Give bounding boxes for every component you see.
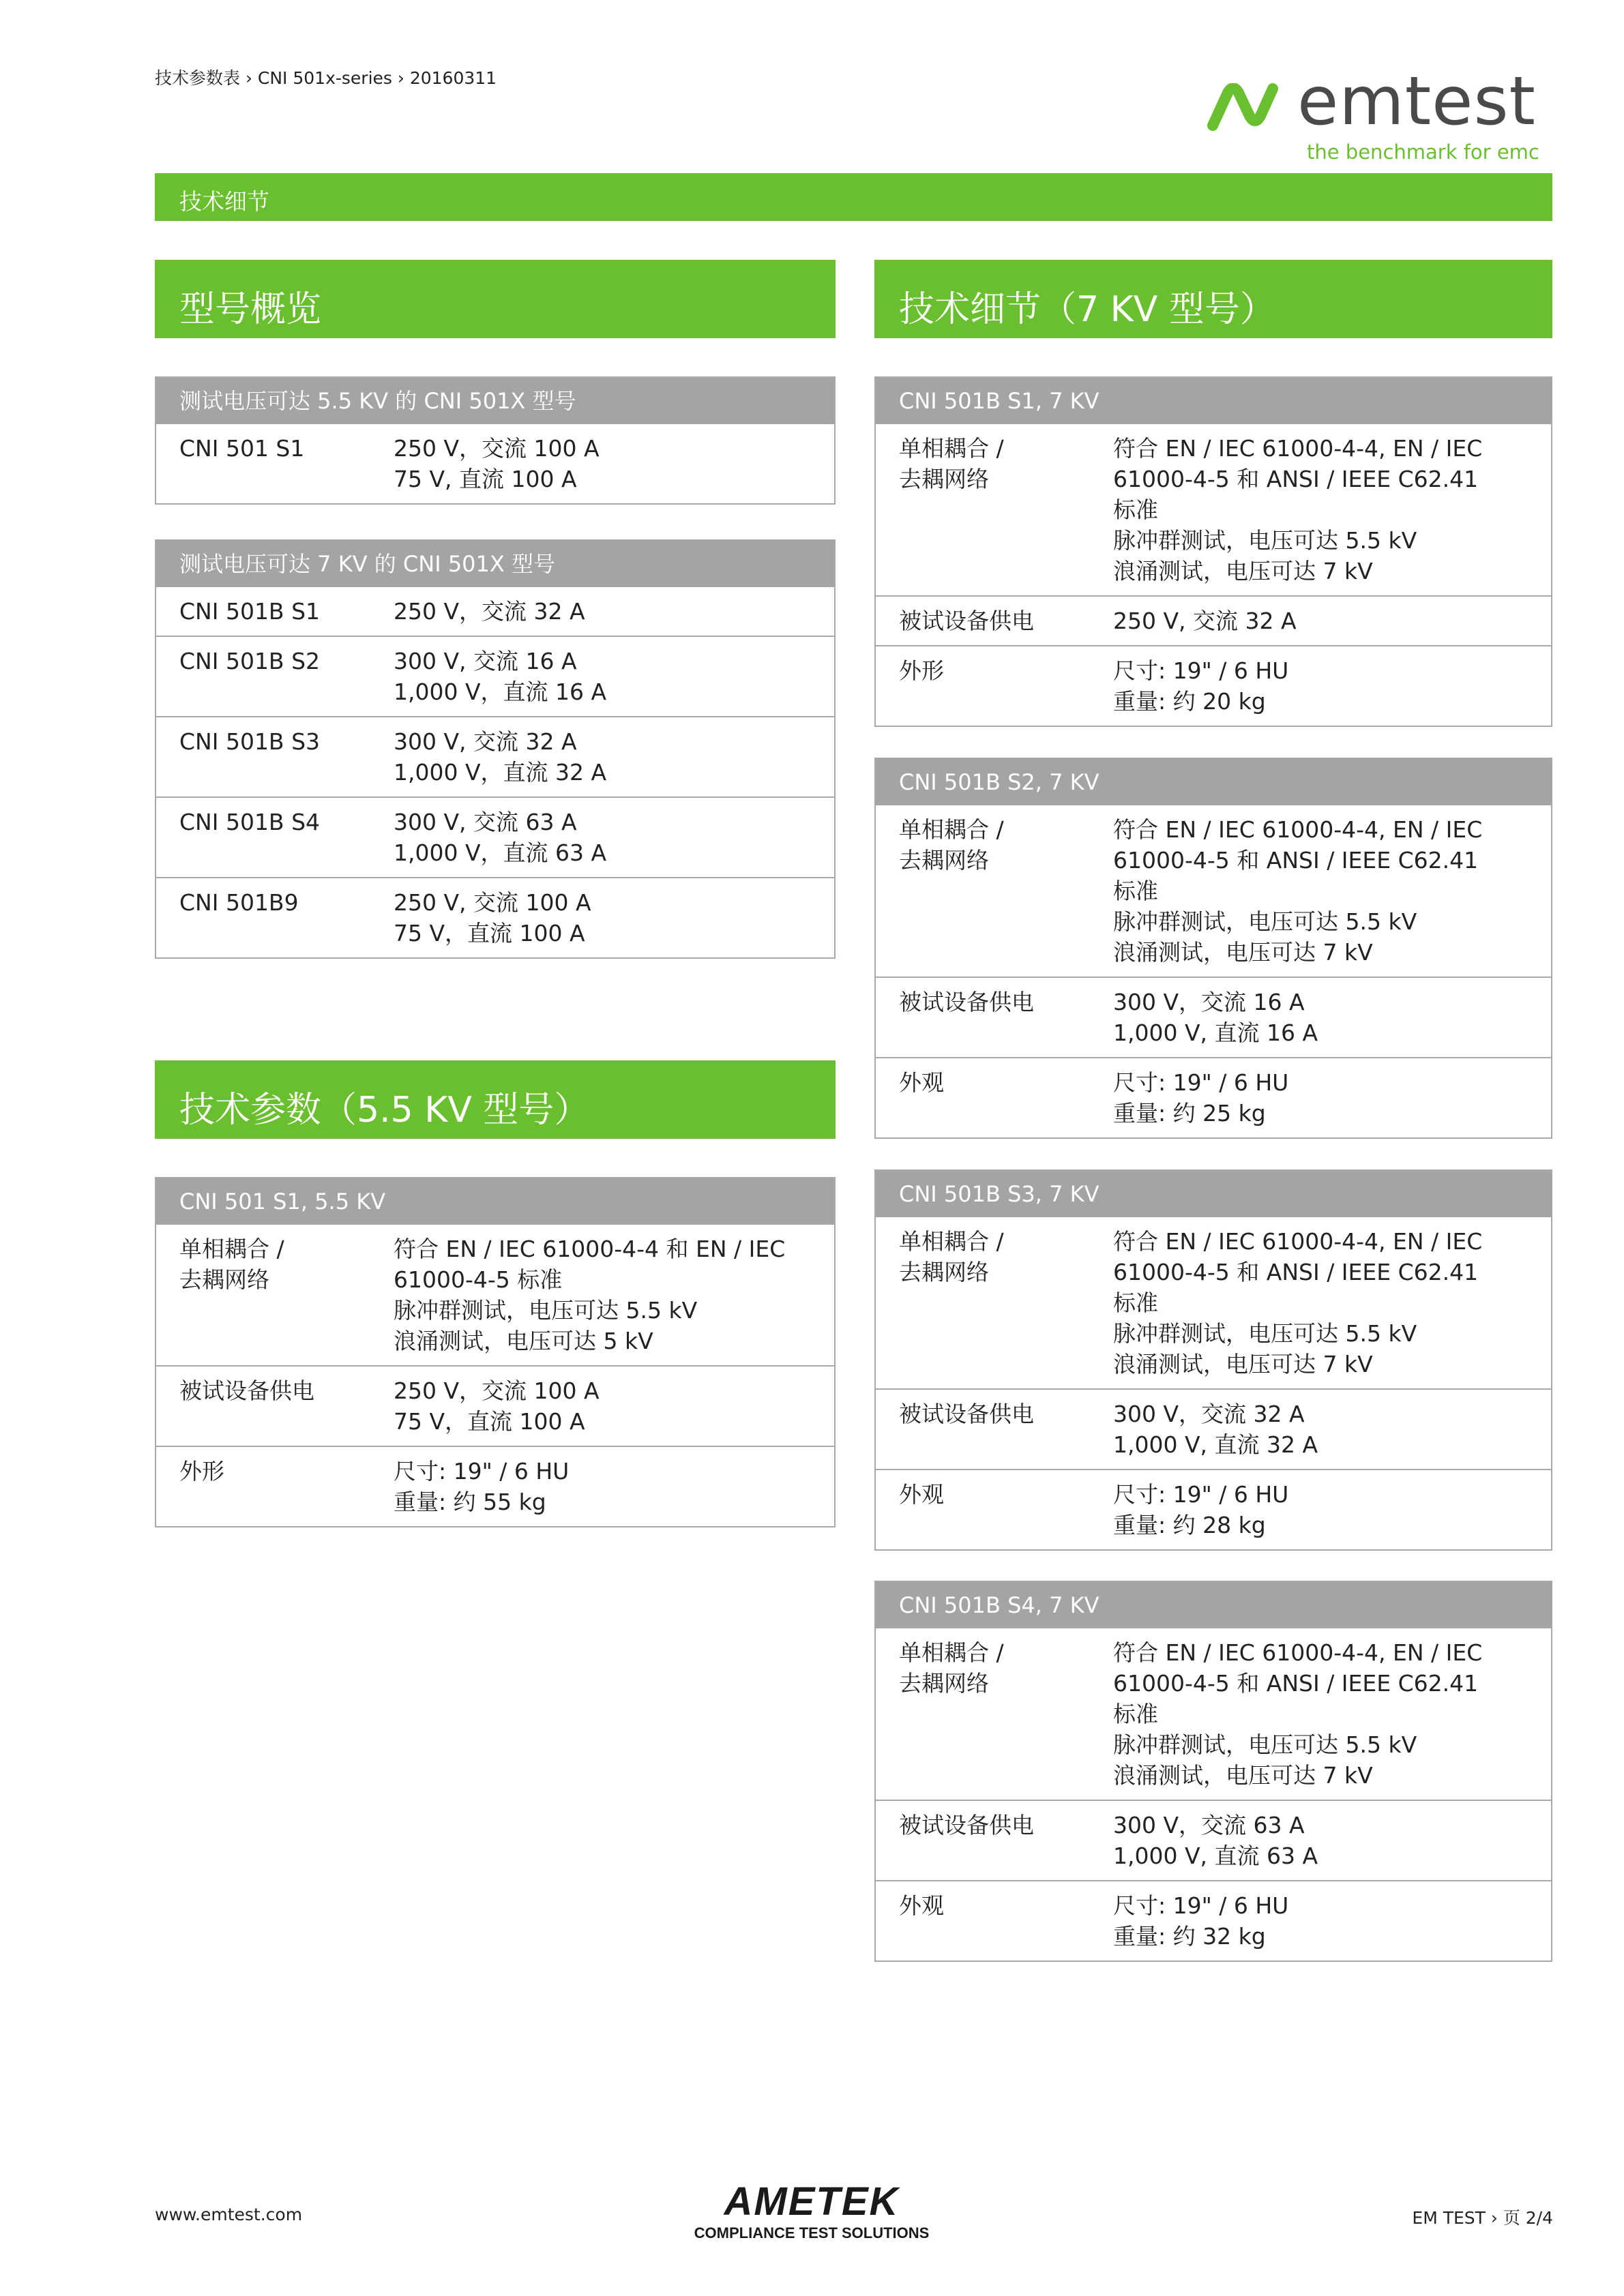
table-row xyxy=(156,1365,834,1446)
row-value xyxy=(394,646,834,707)
row-value-line: 脉冲群测试，电压可达 5.5 kV xyxy=(1113,527,1417,554)
row-label xyxy=(156,1456,394,1517)
spec-table-cni-501b-s4 xyxy=(874,1581,1552,1962)
row-value xyxy=(1113,814,1551,968)
row-label xyxy=(876,1637,1113,1791)
row-value-line: 符合 EN / IEC 61000-4-4 和 EN / IEC xyxy=(394,1236,786,1262)
table-header: CNI 501B S4, 7 KV xyxy=(876,1582,1551,1628)
table-row xyxy=(876,976,1551,1057)
row-value-line: 61000-4-5 和 ANSI / IEEE C62.41 xyxy=(1113,1259,1479,1285)
row-value-line: 脉冲群测试，电压可达 5.5 kV xyxy=(1113,1731,1417,1758)
row-value xyxy=(1113,1399,1551,1460)
row-value xyxy=(1113,1637,1551,1791)
table-row xyxy=(156,877,834,957)
row-label-line: 外观 xyxy=(899,1069,944,1096)
row-value-line: 重量: 约 20 kg xyxy=(1113,688,1266,715)
row-label xyxy=(156,646,394,707)
row-label-line: 单相耦合 / xyxy=(899,435,1004,462)
row-label xyxy=(876,606,1113,636)
row-value xyxy=(394,726,834,788)
table-row xyxy=(156,424,834,503)
ametek-logo xyxy=(682,2179,941,2241)
row-value-line: 1,000 V, 直流 16 A xyxy=(1113,1019,1318,1046)
spec-table-cni-501b-s1 xyxy=(874,376,1552,727)
row-value xyxy=(394,1456,834,1517)
row-label-line: CNI 501B9 xyxy=(179,889,299,916)
row-label xyxy=(156,887,394,949)
row-value xyxy=(1113,1067,1551,1129)
row-value-line: 61000-4-5 和 ANSI / IEEE C62.41 xyxy=(1113,466,1479,492)
row-value xyxy=(394,887,834,949)
row-value xyxy=(394,807,834,868)
row-label xyxy=(876,1810,1113,1871)
row-label-line: 被试设备供电 xyxy=(899,608,1034,634)
row-value-line: 符合 EN / IEC 61000-4-4, EN / IEC xyxy=(1113,1639,1483,1666)
row-value xyxy=(1113,655,1551,717)
table-header: CNI 501B S1, 7 KV xyxy=(876,378,1551,424)
row-value-line: 75 V, 直流 100 A xyxy=(394,466,577,492)
overview-table-5-5kv xyxy=(155,376,836,505)
table-row xyxy=(876,645,1551,726)
row-value-line: 250 V，交流 100 A xyxy=(394,435,600,462)
row-value-line: 250 V, 交流 32 A xyxy=(1113,608,1297,634)
breadcrumb: 技术参数表 › CNI 501x-series › 20160311 xyxy=(155,68,497,88)
section-bar xyxy=(155,173,1552,221)
row-value-line: 300 V，交流 63 A xyxy=(1113,1812,1305,1838)
table-row xyxy=(156,1225,834,1365)
row-label xyxy=(876,1890,1113,1952)
row-value-line: 标准 xyxy=(1113,878,1158,904)
overview-table-7kv xyxy=(155,539,836,959)
row-value xyxy=(1113,433,1551,586)
row-label xyxy=(876,1479,1113,1540)
params-heading xyxy=(155,1060,836,1139)
overview-heading xyxy=(155,260,836,338)
row-label xyxy=(876,655,1113,717)
table-header: CNI 501B S3, 7 KV xyxy=(876,1171,1551,1217)
row-value xyxy=(1113,1226,1551,1380)
row-value-line: 浪涌测试，电压可达 7 kV xyxy=(1113,558,1373,584)
logo-tagline: the benchmark for emc xyxy=(1307,140,1539,164)
row-value xyxy=(1113,1810,1551,1871)
row-value-line: 300 V, 交流 16 A xyxy=(394,648,577,674)
spec-table-cni-501b-s2 xyxy=(874,758,1552,1139)
row-value-line: 1,000 V，直流 32 A xyxy=(394,759,607,786)
section-bar-label: 技术细节 xyxy=(179,188,269,215)
row-label-line: CNI 501B S1 xyxy=(179,598,321,625)
row-value-line: 脉冲群测试，电压可达 5.5 kV xyxy=(1113,908,1417,935)
row-value-line: 浪涌测试，电压可达 5 kV xyxy=(394,1328,653,1354)
row-value-line: 75 V，直流 100 A xyxy=(394,920,585,946)
table-row xyxy=(876,1628,1551,1800)
row-value-line: 脉冲群测试，电压可达 5.5 kV xyxy=(1113,1320,1417,1347)
row-label-line: 被试设备供电 xyxy=(899,989,1034,1015)
table-row xyxy=(876,1057,1551,1137)
row-value xyxy=(394,433,834,494)
table-row xyxy=(876,1469,1551,1549)
row-label xyxy=(876,1067,1113,1129)
row-label-line: 被试设备供电 xyxy=(899,1812,1034,1838)
row-value xyxy=(394,1375,834,1437)
ametek-subline: COMPLIANCE TEST SOLUTIONS xyxy=(694,2224,930,2241)
details-7kv-title: 技术细节（7 KV 型号） xyxy=(899,289,1275,330)
row-value xyxy=(1113,606,1551,636)
row-label-line: 去耦网络 xyxy=(899,1259,989,1285)
row-label-line: 被试设备供电 xyxy=(179,1377,314,1404)
table-row xyxy=(876,1800,1551,1880)
row-value-line: 1,000 V, 直流 32 A xyxy=(1113,1431,1318,1458)
row-value-line: 300 V，交流 32 A xyxy=(1113,1401,1305,1427)
row-label xyxy=(876,1399,1113,1460)
row-label-line: 单相耦合 / xyxy=(899,1639,1004,1666)
row-value-line: 重量: 约 28 kg xyxy=(1113,1512,1266,1538)
row-value-line: 标准 xyxy=(1113,1701,1158,1727)
row-value-line: 脉冲群测试，电压可达 5.5 kV xyxy=(394,1297,698,1324)
row-value-line: 浪涌测试，电压可达 7 kV xyxy=(1113,1762,1373,1789)
row-label-line: CNI 501B S2 xyxy=(179,648,321,674)
table-row xyxy=(876,595,1551,645)
row-label-line: 单相耦合 / xyxy=(179,1236,284,1262)
table-header: CNI 501 S1, 5.5 KV xyxy=(156,1178,834,1225)
row-value-line: 1,000 V，直流 16 A xyxy=(394,679,607,705)
row-value-line: 符合 EN / IEC 61000-4-4, EN / IEC xyxy=(1113,816,1483,843)
row-label-line: CNI 501B S3 xyxy=(179,728,321,755)
table-row xyxy=(876,424,1551,595)
row-value-line: 250 V, 交流 100 A xyxy=(394,889,591,916)
row-value xyxy=(394,596,834,627)
row-label xyxy=(876,987,1113,1048)
spec-table-cni-501-s1 xyxy=(155,1177,836,1527)
row-label xyxy=(156,596,394,627)
row-value-line: 300 V, 交流 32 A xyxy=(394,728,577,755)
row-value-line: 尺寸: 19" / 6 HU xyxy=(394,1458,570,1485)
row-value-line: 75 V，直流 100 A xyxy=(394,1408,585,1435)
table-row xyxy=(876,1388,1551,1469)
row-value-line: 尺寸: 19" / 6 HU xyxy=(1113,1481,1289,1508)
row-label-line: CNI 501 S1 xyxy=(179,435,305,462)
row-label-line: 外形 xyxy=(179,1458,224,1485)
row-value-line: 300 V，交流 16 A xyxy=(1113,989,1305,1015)
table-header: 测试电压可达 7 KV 的 CNI 501X 型号 xyxy=(156,541,834,587)
row-value-line: 标准 xyxy=(1113,496,1158,523)
logo-wordmark: emtest xyxy=(1297,63,1536,140)
table-row xyxy=(876,1217,1551,1388)
table-header: 测试电压可达 5.5 KV 的 CNI 501X 型号 xyxy=(156,378,834,424)
row-value-line: 浪涌测试，电压可达 7 kV xyxy=(1113,1351,1373,1377)
row-value-line: 浪涌测试，电压可达 7 kV xyxy=(1113,939,1373,966)
row-value-line: 250 V，交流 32 A xyxy=(394,598,585,625)
row-label-line: 外观 xyxy=(899,1892,944,1919)
row-value-line: 标准 xyxy=(1113,1289,1158,1316)
row-value-line: 尺寸: 19" / 6 HU xyxy=(1113,1069,1289,1096)
row-label xyxy=(156,1234,394,1356)
row-label xyxy=(156,807,394,868)
table-row xyxy=(156,716,834,796)
row-label-line: 去耦网络 xyxy=(899,1670,989,1697)
row-value-line: 重量: 约 55 kg xyxy=(394,1489,546,1515)
row-value-line: 300 V, 交流 63 A xyxy=(394,809,577,835)
row-value-line: 重量: 约 32 kg xyxy=(1113,1923,1266,1950)
row-value-line: 1,000 V，直流 63 A xyxy=(394,839,607,866)
row-value xyxy=(394,1234,834,1356)
row-value-line: 61000-4-5 和 ANSI / IEEE C62.41 xyxy=(1113,1670,1479,1697)
footer-url[interactable]: www.emtest.com xyxy=(155,2205,303,2224)
row-label-line: 去耦网络 xyxy=(899,466,989,492)
row-value-line: 1,000 V, 直流 63 A xyxy=(1113,1843,1318,1869)
row-value-line: 61000-4-5 和 ANSI / IEEE C62.41 xyxy=(1113,847,1479,874)
row-label-line: 去耦网络 xyxy=(899,847,989,874)
spec-table-cni-501b-s3 xyxy=(874,1169,1552,1551)
table-row xyxy=(156,1446,834,1526)
row-value-line: 符合 EN / IEC 61000-4-4, EN / IEC xyxy=(1113,435,1483,462)
page-number: EM TEST › 页 2/4 xyxy=(1412,2208,1553,2228)
row-value-line: 尺寸: 19" / 6 HU xyxy=(1113,1892,1289,1919)
params-title: 技术参数（5.5 KV 型号） xyxy=(179,1090,590,1131)
row-label xyxy=(156,1375,394,1437)
ametek-brand: AMETEK xyxy=(724,2179,900,2224)
table-row xyxy=(876,805,1551,976)
row-label-line: 被试设备供电 xyxy=(899,1401,1034,1427)
table-row xyxy=(876,1880,1551,1960)
row-label xyxy=(876,433,1113,586)
row-value-line: 250 V，交流 100 A xyxy=(394,1377,600,1404)
row-value xyxy=(1113,987,1551,1048)
row-label-line: CNI 501B S4 xyxy=(179,809,321,835)
row-value xyxy=(1113,1890,1551,1952)
row-label xyxy=(156,726,394,788)
table-row xyxy=(156,587,834,636)
row-label-line: 外形 xyxy=(899,657,944,684)
row-value xyxy=(1113,1479,1551,1540)
table-row xyxy=(156,636,834,716)
table-row xyxy=(156,796,834,877)
row-value-line: 符合 EN / IEC 61000-4-4, EN / IEC xyxy=(1113,1228,1483,1255)
row-label-line: 单相耦合 / xyxy=(899,816,1004,843)
row-value-line: 尺寸: 19" / 6 HU xyxy=(1113,657,1289,684)
row-label xyxy=(876,1226,1113,1380)
overview-title: 型号概览 xyxy=(179,289,322,330)
row-value-line: 重量: 约 25 kg xyxy=(1113,1100,1266,1127)
row-label-line: 去耦网络 xyxy=(179,1266,269,1293)
emtest-wave-icon xyxy=(1207,83,1293,131)
row-label xyxy=(156,433,394,494)
row-label-line: 外观 xyxy=(899,1481,944,1508)
emtest-logo xyxy=(1207,63,1552,170)
row-value-line: 61000-4-5 标准 xyxy=(394,1266,563,1293)
row-label-line: 单相耦合 / xyxy=(899,1228,1004,1255)
row-label xyxy=(876,814,1113,968)
details-7kv-heading xyxy=(874,260,1552,338)
table-header: CNI 501B S2, 7 KV xyxy=(876,759,1551,805)
